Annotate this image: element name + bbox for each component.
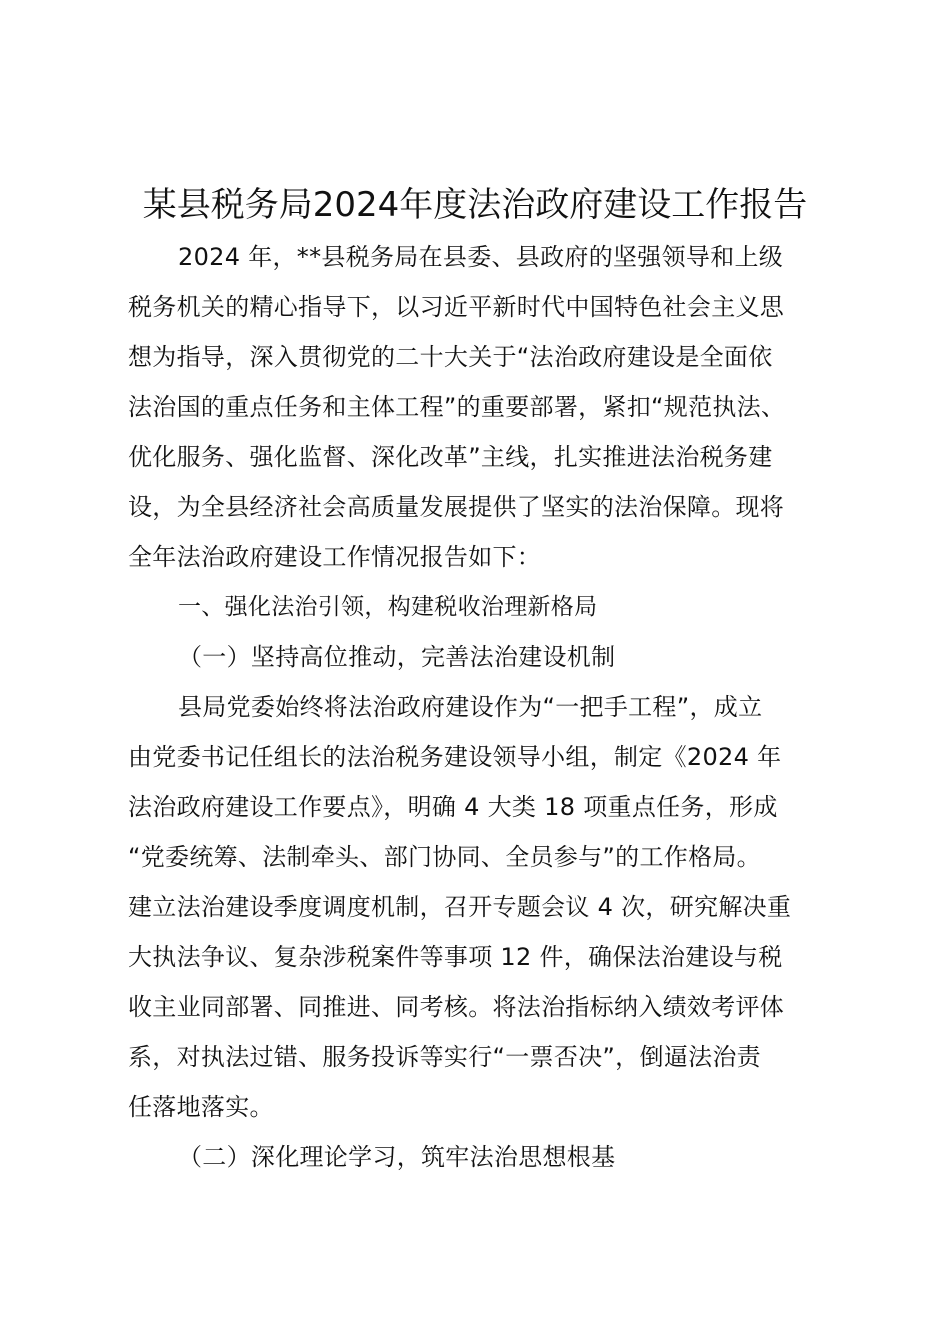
paragraph-line: 法治政府建设工作要点》，明确 4 大类 18 项重点任务，形成 xyxy=(128,793,778,821)
paragraph-line: 税务机关的精心指导下，以习近平新时代中国特色社会主义思 xyxy=(128,293,785,321)
paragraph-line: 建立法治建设季度调度机制，召开专题会议 4 次，研究解决重 xyxy=(128,893,792,921)
section-heading: 一、强化法治引领，构建税收治理新格局 xyxy=(178,594,598,620)
document-body xyxy=(128,232,838,1182)
paragraph-line: 由党委书记任组长的法治税务建设领导小组，制定《2024 年 xyxy=(128,743,782,771)
subsection-heading: （一）坚持高位推动，完善法治建设机制 xyxy=(178,643,616,671)
paragraph-line: 系，对执法过错、服务投诉等实行“一票否决”，倒逼法治责 xyxy=(128,1043,761,1071)
document-title: 某县税务局2024年度法治政府建设工作报告 xyxy=(142,185,808,225)
paragraph-line: 2024 年，**县税务局在县委、县政府的坚强领导和上级 xyxy=(178,243,784,271)
paragraph-line: 法治国的重点任务和主体工程”的重要部署，紧扣“规范执法、 xyxy=(128,393,786,421)
paragraph-line: 设，为全县经济社会高质量发展提供了坚实的法治保障。现将 xyxy=(128,493,785,521)
paragraph-line: “党委统筹、法制牵头、部门协同、全员参与”的工作格局。 xyxy=(128,843,761,871)
paragraph-line: 大执法争议、复杂涉税案件等事项 12 件，确保法治建设与税 xyxy=(128,943,783,971)
paragraph-line: 想为指导，深入贯彻党的二十大关于“法治政府建设是全面依 xyxy=(128,343,773,371)
paragraph-line: 全年法治政府建设工作情况报告如下： xyxy=(128,543,542,571)
paragraph-line: 县局党委始终将法治政府建设作为“一把手工程”，成立 xyxy=(178,693,763,721)
subsection-heading: （二）深化理论学习，筑牢法治思想根基 xyxy=(178,1143,616,1171)
paragraph-line: 收主业同部署、同推进、同考核。将法治指标纳入绩效考评体 xyxy=(128,993,785,1021)
paragraph-line: 任落地落实。 xyxy=(128,1093,274,1121)
paragraph-line: 优化服务、强化监督、深化改革”主线，扎实推进法治税务建 xyxy=(128,443,773,471)
